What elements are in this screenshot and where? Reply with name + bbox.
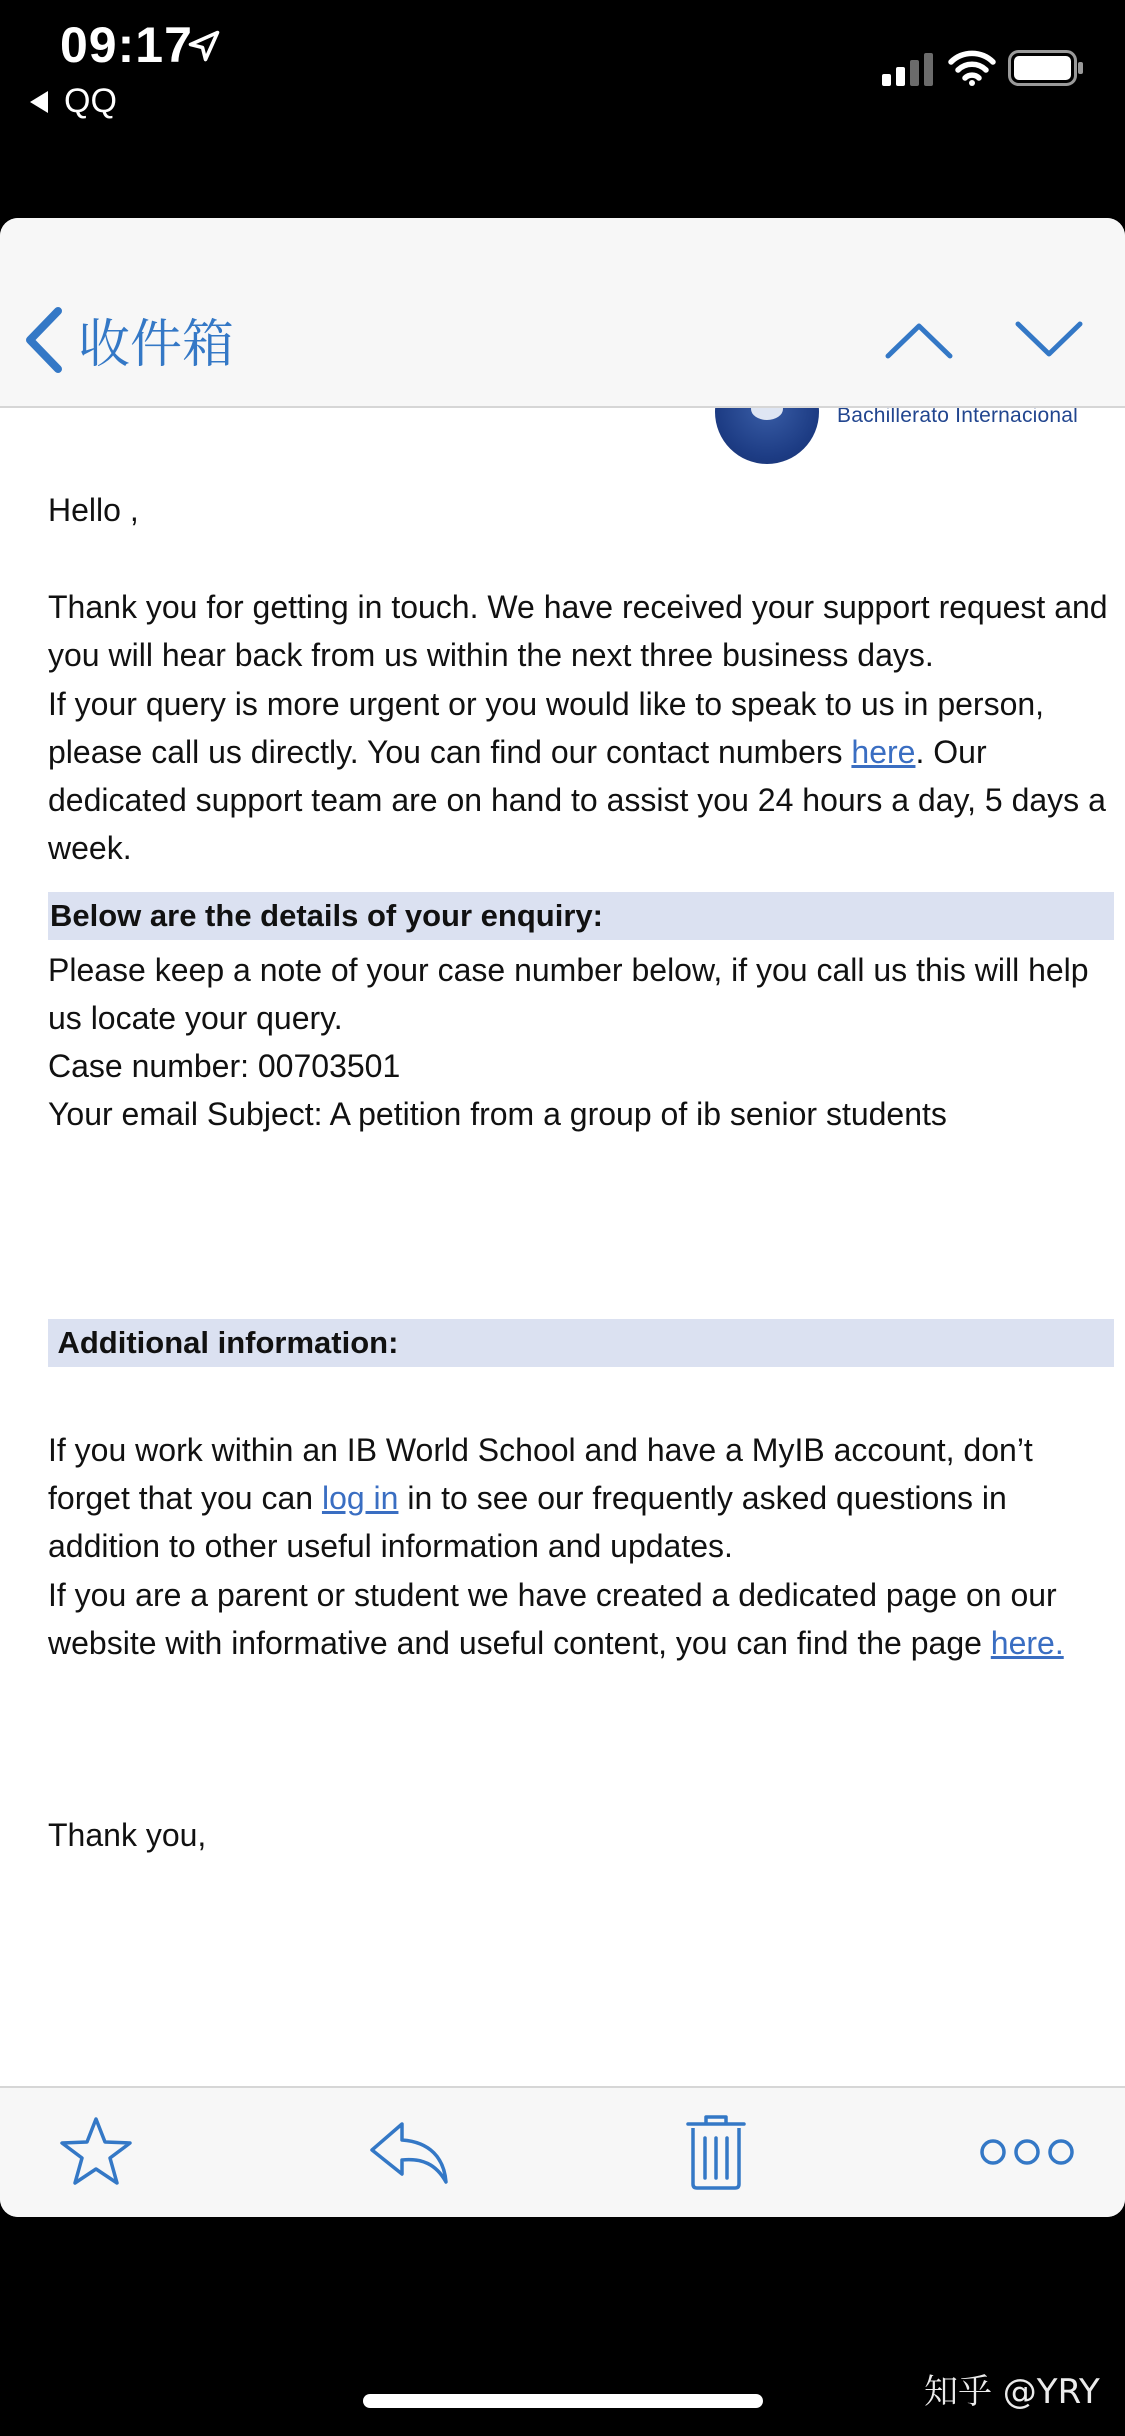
back-triangle-icon [30,91,48,113]
status-time: 09:17 [60,17,193,73]
paragraph-parent-student-text: If you are a parent or student we have created a dedicated page on our website with informative and useful content, you can find the page [48,1577,1057,1661]
home-indicator[interactable] [363,2394,763,2408]
paragraph-urgent-query-text: If your query is more urgent or you would like to speak to us in person, please call us directly. You can find our contact numbers [48,686,1045,770]
chevron-down-icon[interactable] [1014,318,1084,362]
paragraph-urgent-query-text-end: . Our dedicated support team are on hand to assist you 24 hours a day, 5 days a week. [48,734,1106,866]
case-number: Case number: 00703501 [48,1048,401,1084]
trash-icon[interactable] [684,2112,748,2192]
battery-icon [1008,50,1084,86]
closing: Thank you, [48,1817,207,1853]
paragraph-myib-text: If you work within an IB World School and have a MyIB account, don’t forget that you can [48,1432,1033,1516]
email-subject-line: Your email Subject: A petition from a group of ib senior students [48,1096,947,1132]
reply-icon[interactable] [366,2114,450,2190]
wifi-icon [948,48,996,86]
ib-logo-emblem [715,408,819,464]
back-to-app-button[interactable] [30,82,117,121]
paragraph-acknowledgement: Thank you for getting in touch. We have received your support request and you will hear back from us within the next three business days. [48,589,1108,673]
paragraph-urgent-query [48,680,1114,872]
location-arrow-icon [186,28,222,64]
chevron-left-icon [22,305,66,375]
star-icon[interactable] [58,2114,134,2190]
back-to-inbox-button[interactable] [22,302,234,377]
chevron-up-icon[interactable] [884,318,954,362]
nav-bar [0,218,1125,408]
greeting: Hello , [48,492,139,528]
ib-logo [705,408,1105,468]
parent-page-link[interactable]: here. [990,1625,1064,1661]
email-body[interactable] [0,408,1125,2217]
log-in-link[interactable]: log in [321,1480,399,1516]
paragraph-case-note: Please keep a note of your case number below, if you call us this will help us locate your query. [48,952,1089,1036]
status-bar [0,0,1125,215]
paragraph-myib-text-end: in to see our frequently asked questions in addition to other useful information and updates. [48,1480,1007,1564]
contact-numbers-link[interactable]: here [851,734,916,770]
inbox-label: 收件箱 [78,315,235,375]
section-header-enquiry-details: Below are the details of your enquiry: [48,892,1114,940]
zhihu-watermark: 知乎 @YRY [924,2372,1100,2412]
ib-logo-text: Bachillerato Internacional [837,408,1079,427]
mail-view [0,218,1125,2217]
more-icon[interactable] [978,2114,1076,2190]
paragraph-myib [48,1426,1114,1570]
back-app-label: QQ [64,82,117,120]
signal-icon [880,52,934,86]
section-header-additional-info: Additional information: [48,1319,1114,1367]
mail-toolbar [0,2086,1125,2217]
paragraph-parent-student [48,1571,1114,1667]
